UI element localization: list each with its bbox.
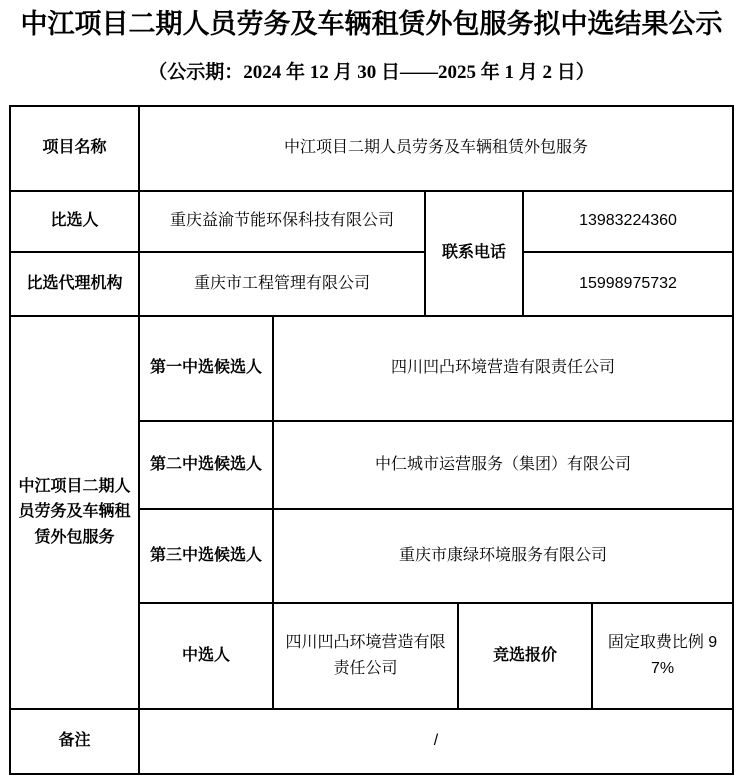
candidate3-value: 重庆市康绿环境服务有限公司: [273, 509, 733, 603]
selector-label: 比选人: [10, 191, 139, 252]
selector-phone-value: 13983224360: [523, 191, 733, 252]
agency-phone-value: 15998975732: [523, 252, 733, 316]
remark-value: /: [139, 709, 733, 774]
candidate3-label: 第三中选候选人: [139, 509, 273, 603]
remark-label: 备注: [10, 709, 139, 774]
contact-phone-label: 联系电话: [425, 191, 523, 316]
result-table: [9, 105, 734, 775]
selector-value: 重庆益渝节能环保科技有限公司: [139, 191, 425, 252]
table-row: [10, 191, 733, 252]
candidate2-value: 中仁城市运营服务（集团）有限公司: [273, 421, 733, 509]
project-group-label: 中江项目二期人员劳务及车辆租赁外包服务: [10, 316, 139, 709]
project-name-label: 项目名称: [10, 106, 139, 191]
publicity-period-subtitle: （公示期：2024 年 12 月 30 日——2025 年 1 月 2 日）: [148, 61, 595, 83]
table-row: [10, 709, 733, 774]
agency-label: 比选代理机构: [10, 252, 139, 316]
candidate2-label: 第二中选候选人: [139, 421, 273, 509]
bid-price-value: 固定取费比例 97%: [592, 603, 733, 709]
page-title: 中江项目二期人员劳务及车辆租赁外包服务拟中选结果公示: [20, 9, 723, 39]
agency-value: 重庆市工程管理有限公司: [139, 252, 425, 316]
table-row: [10, 106, 733, 191]
candidate1-value: 四川凹凸环境营造有限责任公司: [273, 316, 733, 421]
winner-value: 四川凹凸环境营造有限责任公司: [273, 603, 458, 709]
table-row: [10, 316, 733, 421]
bid-price-label: 竞选报价: [458, 603, 592, 709]
table-row: [10, 252, 733, 316]
project-name-value: 中江项目二期人员劳务及车辆租赁外包服务: [139, 106, 733, 191]
winner-label: 中选人: [139, 603, 273, 709]
candidate1-label: 第一中选候选人: [139, 316, 273, 421]
